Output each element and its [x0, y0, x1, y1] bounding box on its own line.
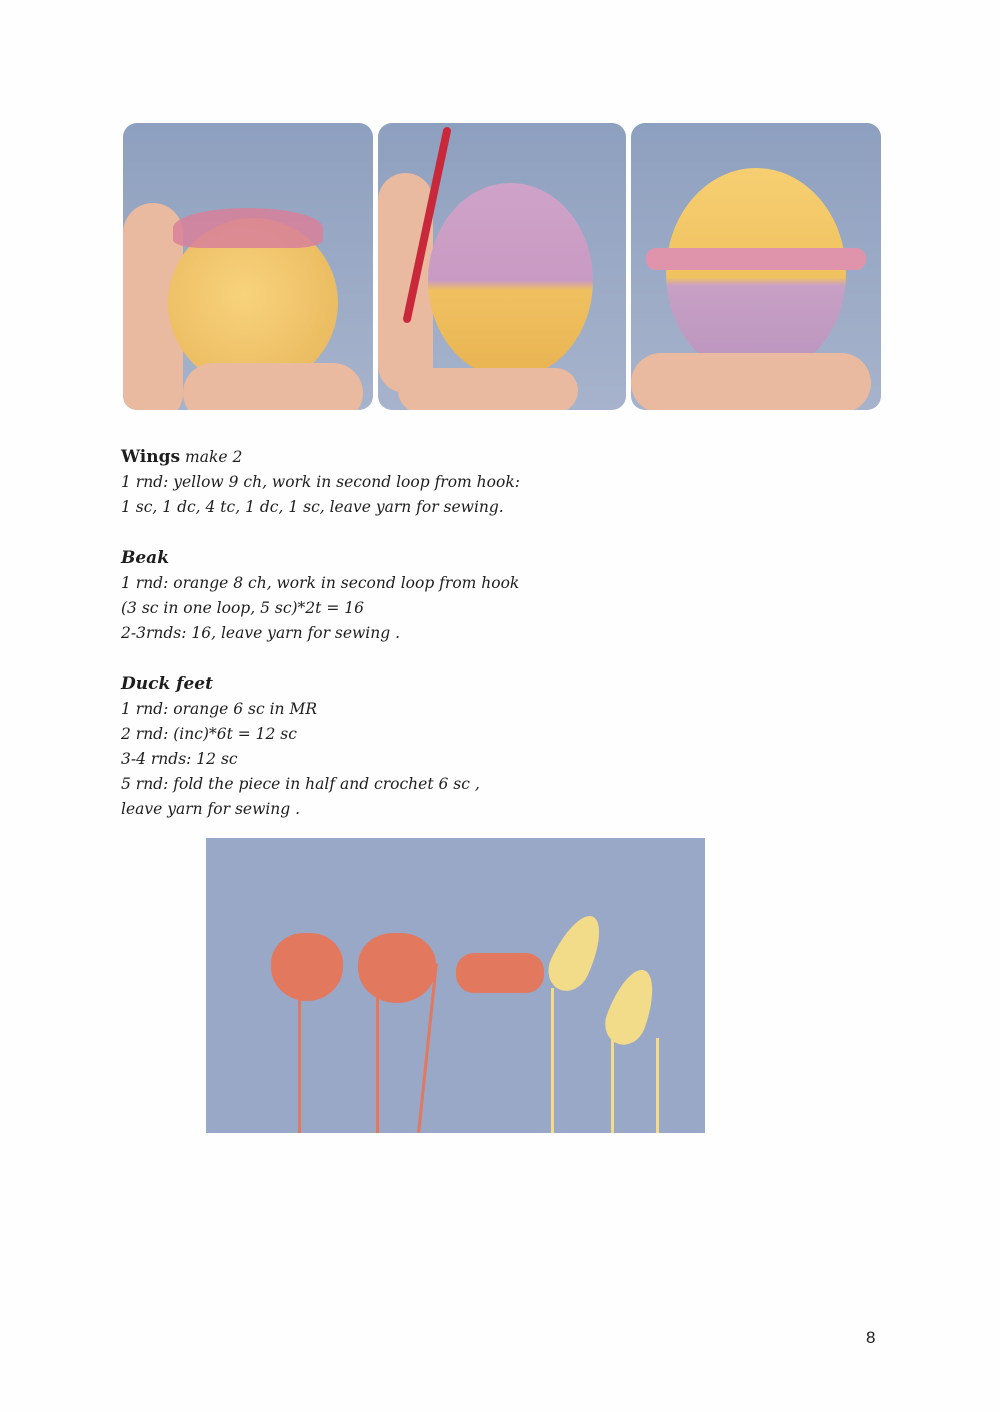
wings-section: [121, 445, 520, 520]
photo-finished-ball-with-ruffle: [631, 123, 881, 410]
section-title: Duck feet: [121, 674, 213, 694]
instructions: [121, 445, 520, 822]
instruction-line: (3 sc in one loop, 5 sc)*2t = 16: [121, 599, 364, 617]
photo-lilac-top-being-crocheted: [378, 123, 626, 410]
section-title: Beak: [121, 548, 169, 568]
duck-feet-section: [121, 672, 520, 822]
instruction-line: 1 rnd: orange 8 ch, work in second loop from hook: [121, 574, 520, 592]
photo-feet-beak-wings: [206, 838, 705, 1133]
instruction-line: 1 rnd: orange 6 sc in MR: [121, 700, 317, 718]
section-title: Wings: [121, 447, 181, 467]
instruction-line: 1 rnd: yellow 9 ch, work in second loop from hook:: [121, 473, 520, 491]
beak-section: [121, 546, 520, 646]
photo-yellow-ball-with-pink-edge: [123, 123, 373, 410]
instruction-line: 2-3rnds: 16, leave yarn for sewing .: [121, 624, 401, 642]
section-subtitle: make 2: [185, 448, 243, 466]
instruction-line: 1 sc, 1 dc, 4 tc, 1 dc, 1 sc, leave yarn for sewing.: [121, 498, 504, 516]
instruction-line: 2 rnd: (inc)*6t = 12 sc: [121, 725, 297, 743]
instruction-line: 3-4 rnds: 12 sc: [121, 750, 238, 768]
page-number: 8: [866, 1328, 876, 1347]
instruction-line: 5 rnd: fold the piece in half and crochet 6 sc ,: [121, 775, 480, 793]
instruction-line: leave yarn for sewing .: [121, 800, 301, 818]
